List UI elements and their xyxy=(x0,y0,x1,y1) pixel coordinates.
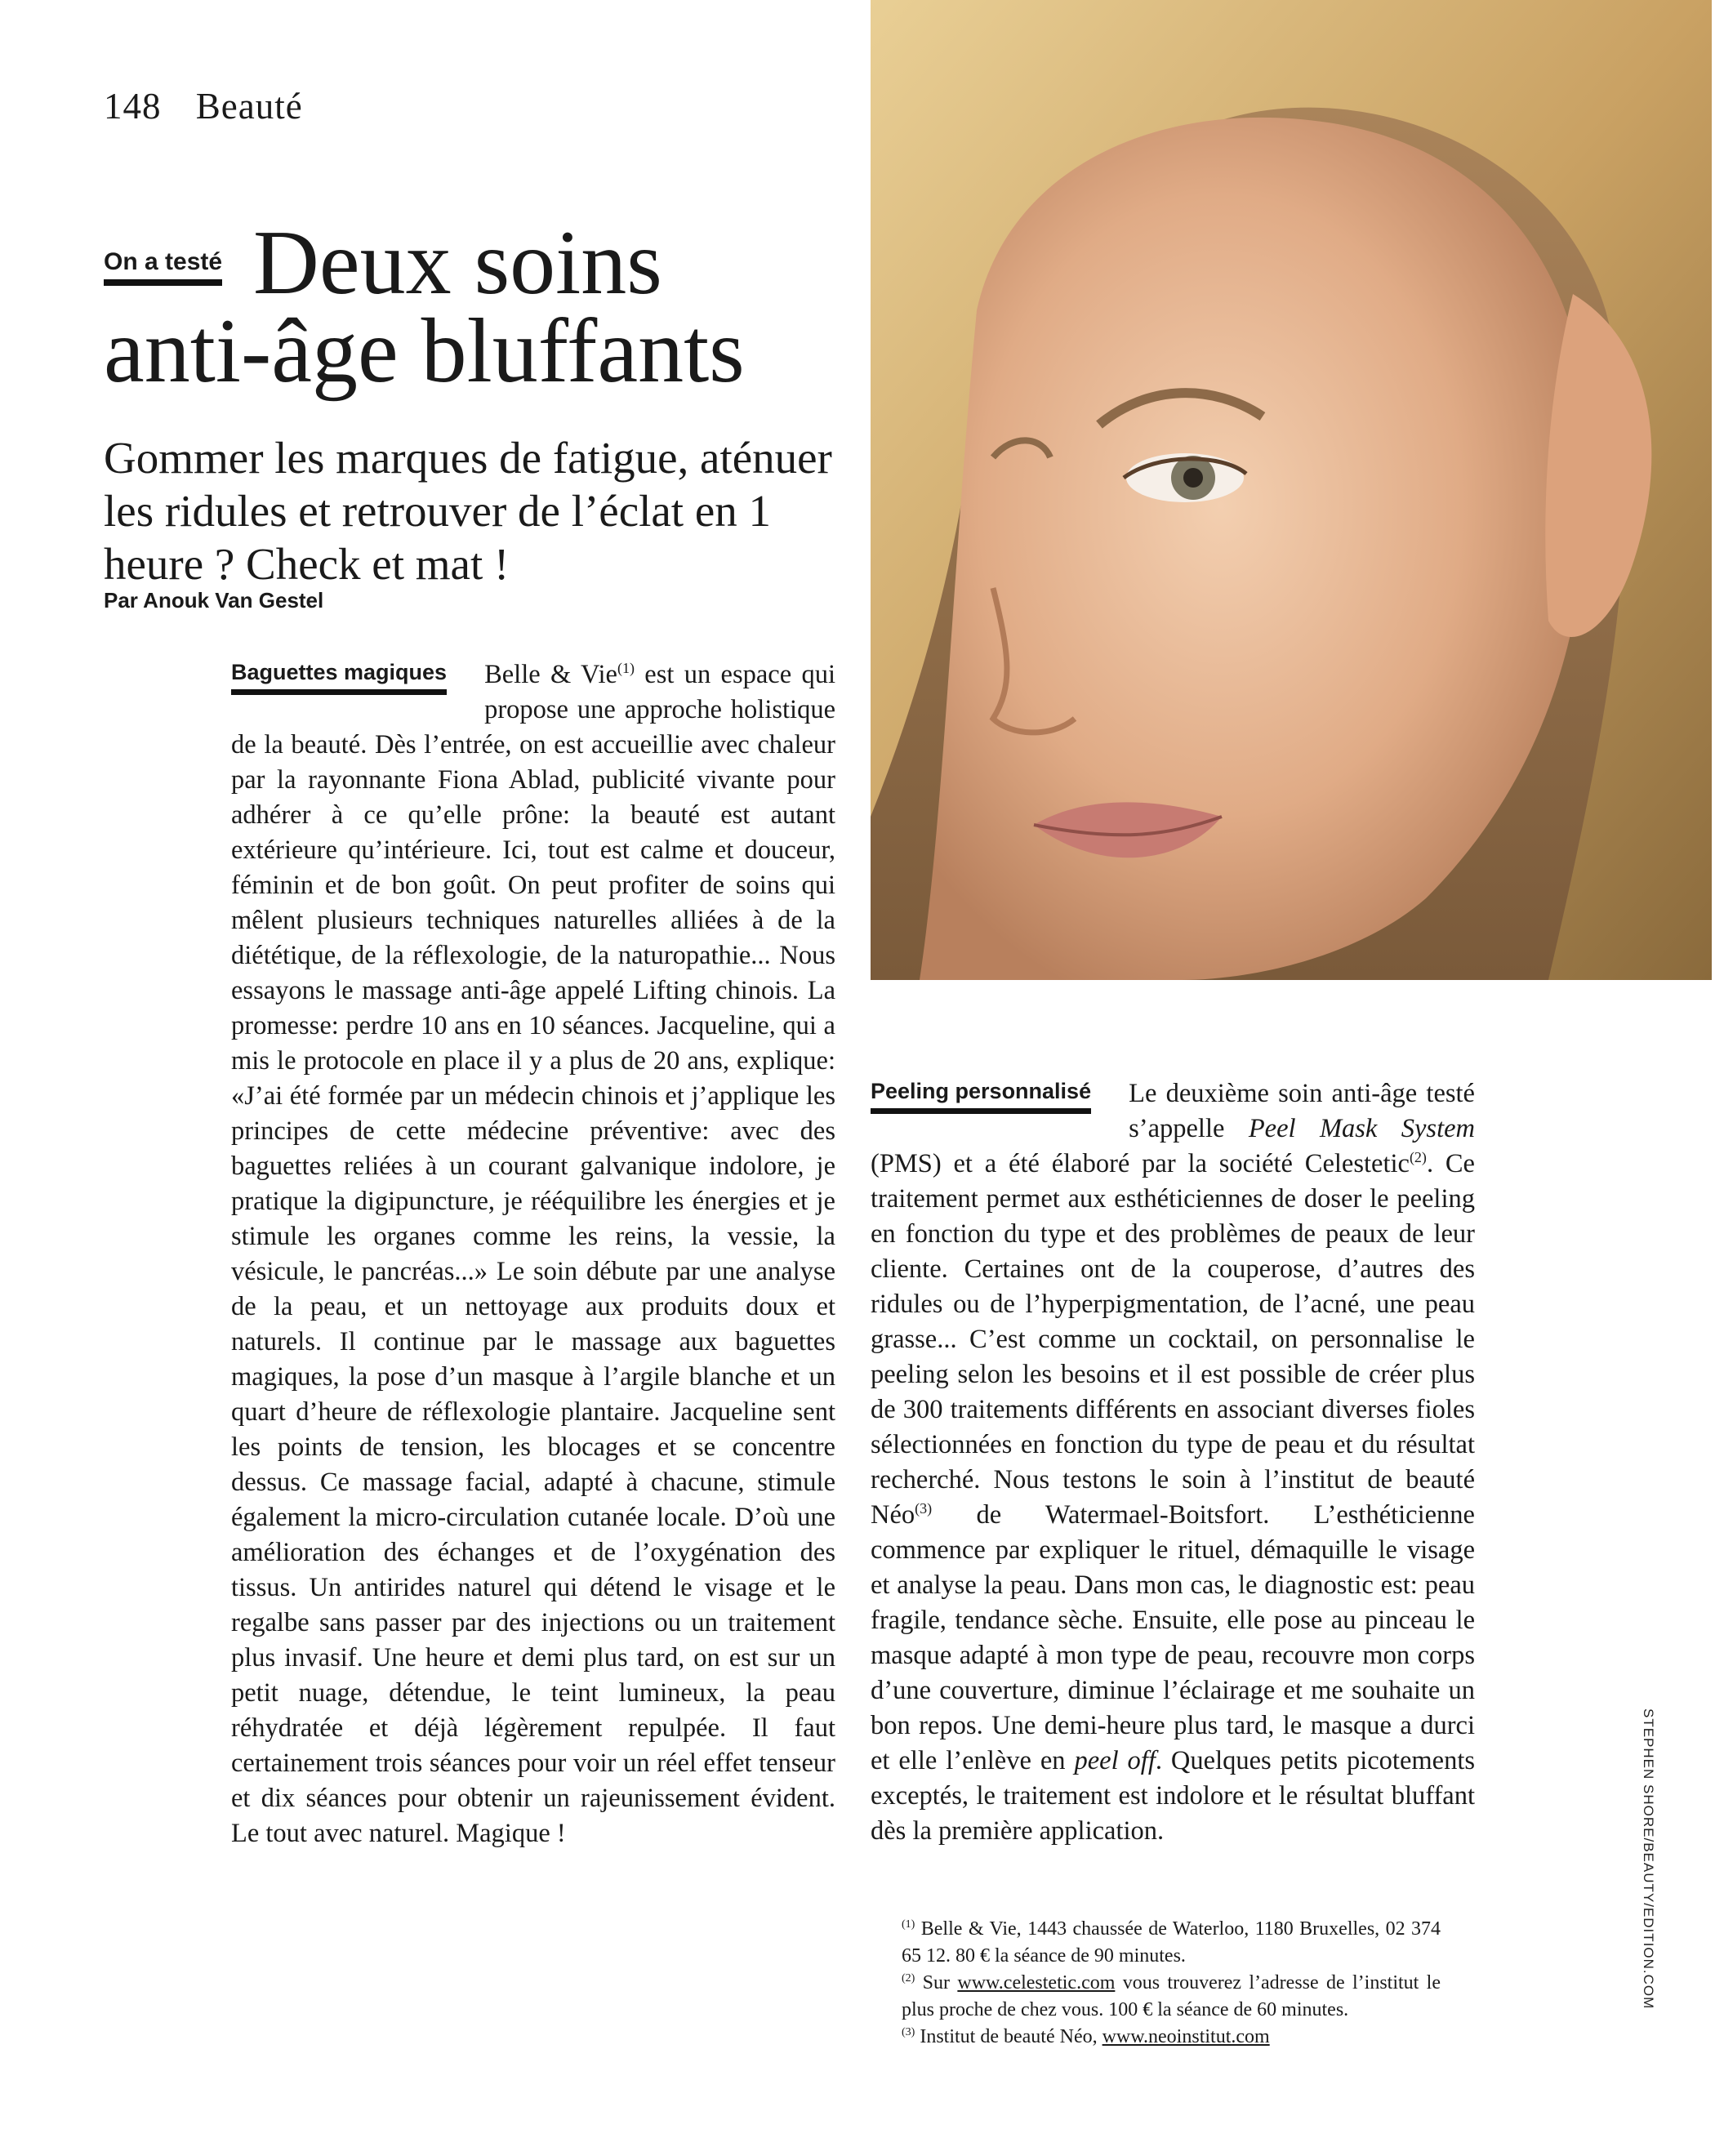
celestetic-link[interactable]: www.celestetic.com xyxy=(957,1972,1116,1993)
folio xyxy=(104,85,303,127)
portrait-photo xyxy=(871,0,1712,980)
italic-term: peel off xyxy=(1074,1746,1156,1775)
section-heading-peeling: Peeling personnalisé xyxy=(871,1080,1091,1114)
footnote-text: Belle & Vie, 1443 chaussée de Waterloo, 1180 Bruxelles, 02 374 65 12. 80 € la séance de 90 minutes. xyxy=(902,1918,1441,1967)
text-run: de Watermael-Boitsfort. L’esthéticienne commence par expliquer le rituel, démaquille le visage et analyse la peau. Dans mon cas, le diagnostic est: peau fragile, tendance sèche. Ensuite, elle pose au pinceau le masque adapté à mon type de peau, recouvre mon corps d’une couverture, diminue l’éclairage et me souhaite un bon repos. Une demi-heure plus tard, le masque a durci et elle l’enlève en xyxy=(871,1500,1475,1775)
column-2-paragraph xyxy=(871,1076,1475,1849)
footnotes xyxy=(902,1916,1441,2051)
footnote-2 xyxy=(902,1970,1441,2024)
footnote-marker: (3) xyxy=(902,2026,915,2038)
article-column-2 xyxy=(871,1076,1475,1849)
deck: Gommer les marques de fatigue, aténuer les ridules et retrouver de l’éclat en 1 heure ? Check et mat ! xyxy=(104,433,832,589)
footnote-ref: (1) xyxy=(617,660,635,676)
section-heading-baguettes: Baguettes magiques xyxy=(231,661,447,695)
article-column-1 xyxy=(231,657,835,1851)
section-name: Beauté xyxy=(195,86,303,127)
neoinstitut-link[interactable]: www.neoinstitut.com xyxy=(1102,2026,1270,2047)
headline-line-2: anti-âge bluffants xyxy=(104,301,745,402)
text-run: . Quelques petits picotements exceptés, le traitement est indolore et le résultat bluffant dès la première application. xyxy=(871,1746,1476,1846)
text-run: Le deuxième soin anti-âge testé s’appelle xyxy=(1129,1079,1475,1143)
byline: Par Anouk Van Gestel xyxy=(104,588,324,612)
footnote-text: Sur xyxy=(915,1972,958,1993)
portrait-illustration xyxy=(871,0,1712,980)
kicker-label: On a testé xyxy=(104,250,222,286)
headline xyxy=(104,212,888,402)
text-run: est un espace qui propose une approche holistique de la beauté. Dès l’entrée, on est accueillie avec chaleur par la rayonnante Fiona Ablad, publicité vivante pour adhérer à ce qu’elle prône: la beauté est autant extérieure qu’intérieure. Ici, tout est calme et douceur, féminin et de bon goût. On peut profiter de soins qui mêlent plusieurs techniques naturelles alliées à de la diététique, de la réflexologie, de la naturopathie... Nous essayons le massage anti-âge appelé Lifting chinois. La promesse: perdre 10 ans en 10 séances. Jacqueline, qui a mis le protocole en place il y a plus de 20 ans, explique: «J’ai été formée par un médecin chinois et j’applique les principes de cette médecine préventive: avec des baguettes reliées à un courant galvanique indolore, je pratique la digipuncture, je rééquilibre les énergies et je stimule les organes comme les reins, la vessie, la vésicule, le pancréas...» Le soin débute par une analyse de la peau, et un nettoyage aux produits doux et naturels. Il continue par le massage aux baguettes magiques, la pose d’un masque à l’argile blanche et un quart d’heure de réflexologie plantaire. Jacqueline sent les points de tension, les blocages et se concentre dessus. Ce massage facial, adapté à chacune, stimule également la micro-circulation cutanée locale. D’où une amélioration des échanges et de l’oxygénation des tissus. Un antirides naturel qui détend le visage et le regalbe sans passer par des injections ou un traitement plus invasif. Une heure et demi plus tard, on est sur un petit nuage, détendue, le teint lumineux, la peau réhydratée et déjà légèrement repulpée. Il faut certainement trois séances pour voir un réel effet tenseur et dix séances pour obtenir un rajeunissement évident. Le tout avec naturel. Magique ! xyxy=(231,660,835,1848)
footnote-ref: (3) xyxy=(915,1500,933,1517)
footnote-ref: (2) xyxy=(1409,1149,1427,1165)
headline-line-1: Deux soins xyxy=(253,212,662,314)
text-run: . Ce traitement permet aux esthéticiennes de doser le peeling en fonction du type et des problèmes de peaux de leur cliente. Certaines ont de la couperose, d’autres des ridules ou de l’hyperpigmentation, de l’acné, une peau grasse... C’est comme un cocktail, on personnalise le peeling selon les besoins et il est possible de créer plus de 300 traitements différents en associant diverses fioles sélectionnées en fonction du type de peau et du résultat recherché. Nous testons le soin à l’institut de beauté Néo xyxy=(871,1149,1475,1530)
footnote-marker: (2) xyxy=(902,1972,915,1984)
page-number: 148 xyxy=(104,86,162,127)
footnote-1 xyxy=(902,1916,1441,1970)
photo-credit: STEPHEN SHORE/BEAUTY/EDITION.COM xyxy=(1641,1708,1656,2010)
column-1-paragraph xyxy=(231,657,835,1851)
footnote-text: Institut de beauté Néo, xyxy=(915,2026,1102,2047)
text-run: (PMS) et a été élaboré par la société Celestetic xyxy=(871,1149,1410,1178)
footnote-marker: (1) xyxy=(902,1918,915,1931)
footnote-3 xyxy=(902,2024,1441,2051)
text-run: Belle & Vie xyxy=(484,660,617,689)
product-name: Peel Mask System xyxy=(1248,1114,1475,1143)
footnote-text: vous trouverez l’adresse de l’institut le plus proche de chez vous. 100 € la séance de 60 minutes. xyxy=(902,1972,1441,2020)
